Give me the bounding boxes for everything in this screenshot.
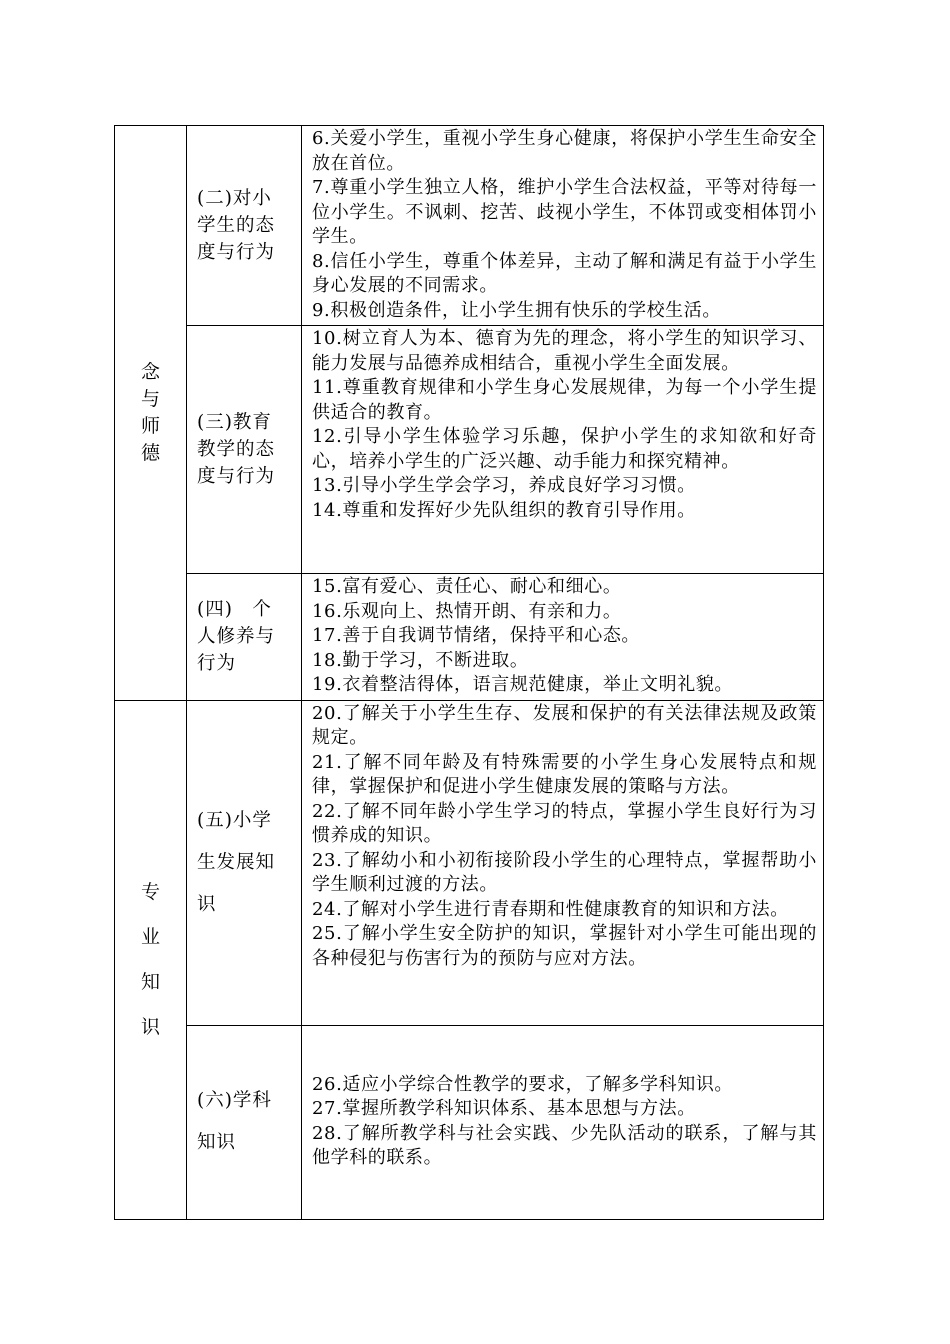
table-row [115,326,824,574]
requirement-item: 13.引导小学生学会学习，养成良好学习习惯。 [312,475,696,496]
area-label: 生发展知 [197,851,276,873]
area-cell [187,326,302,574]
table-row [115,700,824,1025]
dimension-label: 专 [140,880,160,903]
dimension-label: 德 [140,441,160,464]
area-label: (五)小学 [197,809,272,831]
requirement-item: 8.信任小学生，尊重个体差异，主动了解和满足有益于小学生身心发展的不同需求。 [312,250,817,296]
requirement-item: 28.了解所教学科与社会实践、少先队活动的联系，了解与其他学科的联系。 [312,1122,817,1168]
area-label: (三)教育 [197,412,272,433]
area-label: 识 [197,893,217,915]
dimension-label: 业 [140,925,160,948]
requirement-item: 27.掌握所教学科知识体系、基本思想与方法。 [312,1098,696,1119]
requirement-item: 17.善于自我调节情绪，保持平和心态。 [312,625,641,646]
area-label: 度与行为 [197,466,276,487]
dimension-cell [115,700,187,1219]
dimension-label: 识 [140,1015,160,1038]
area-label: 教学的态 [197,439,276,460]
dimension-label: 与 [140,387,160,410]
requirement-item: 16.乐观向上、热情开朗、有亲和力。 [312,600,622,622]
requirement-item: 19.衣着整洁得体，语言规范健康，举止文明礼貌。 [312,674,734,695]
area-cell [187,700,302,1025]
requirement-item: 14.尊重和发挥好少先队组织的教育引导作用。 [312,499,696,521]
table-row [115,574,824,701]
area-cell [187,574,302,701]
table-row [115,126,824,326]
area-cell [187,126,302,326]
requirements-cell [302,574,824,701]
requirement-item: 18.勤于学习，不断进取。 [312,649,529,671]
requirement-item: 25.了解小学生安全防护的知识，掌握针对小学生可能出现的各种侵犯与伤害行为的预防与应对方法。 [312,923,817,969]
area-label: 人修养与 [197,626,276,648]
requirement-item: 10.树立育人为本、德育为先的理念，将小学生的知识学习、能力发展与品德养成相结合，重视小学生全面发展。 [312,328,817,374]
standards-table [114,125,824,1220]
area-label: (二)对小 [197,188,272,209]
area-cell [187,1025,302,1219]
requirement-item: 11.尊重教育规律和小学生身心发展规律，为每一个小学生提供适合的教育。 [312,377,817,423]
table-row [115,1025,824,1219]
dimension-label: 念 [140,360,160,383]
area-label: 学生的态 [197,215,276,236]
area-label: (四) 个 [197,599,272,621]
requirement-item: 22.了解不同年龄小学生学习的特点，掌握小学生良好行为习惯养成的知识。 [312,800,817,846]
requirement-item: 26.适应小学综合性教学的要求，了解多学科知识。 [312,1073,734,1095]
area-label: 知识 [197,1132,237,1153]
requirement-item: 15.富有爱心、责任心、耐心和细心。 [312,576,622,597]
requirements-cell [302,326,824,574]
requirements-cell [302,1025,824,1219]
dimension-cell [115,126,187,701]
area-label: (六)学科 [197,1090,272,1111]
requirement-item: 24.了解对小学生进行青春期和性健康教育的知识和方法。 [312,898,789,920]
area-label: 度与行为 [197,242,276,263]
requirement-item: 20.了解关于小学生生存、发展和保护的有关法律法规及政策规定。 [312,702,817,748]
requirement-item: 23.了解幼小和小初衔接阶段小学生的心理特点，掌握帮助小学生顺利过渡的方法。 [312,849,817,895]
requirement-item: 12.引导小学生体验学习乐趣，保护小学生的求知欲和好奇心，培养小学生的广泛兴趣、动手能力和探究精神。 [312,426,817,472]
requirements-cell [302,126,824,326]
requirement-item: 9.积极创造条件，让小学生拥有快乐的学校生活。 [312,299,721,321]
dimension-label: 师 [140,414,160,437]
requirements-cell [302,700,824,1025]
requirement-item: 6.关爱小学生，重视小学生身心健康，将保护小学生生命安全放在首位。 [312,128,817,174]
area-label: 行为 [197,653,237,675]
requirement-item: 21.了解不同年龄及有特殊需要的小学生身心发展特点和规律，掌握保护和促进小学生健康发展的策略与方法。 [312,751,817,797]
requirement-item: 7.尊重小学生独立人格，维护小学生合法权益，平等对待每一位小学生。不讽刺、挖苦、歧视小学生，不体罚或变相体罚小学生。 [312,177,817,247]
dimension-label: 知 [140,970,160,993]
